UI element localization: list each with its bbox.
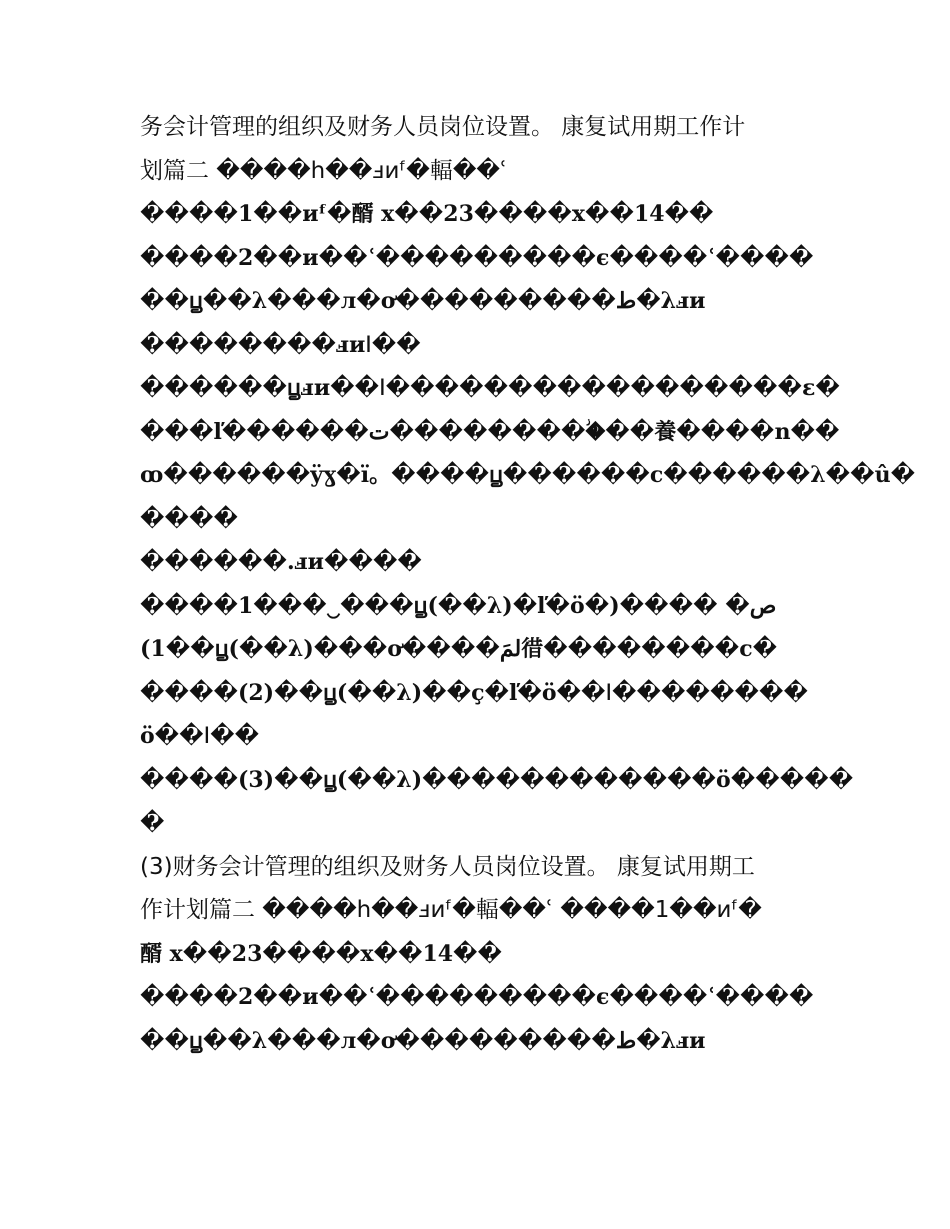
text-line: ����2��и��ʿ���������є����ʿ����: [140, 244, 814, 271]
text-line: �: [140, 810, 165, 836]
text-line: ����(2)��ꚏ(��λ)��ç�ľ�ö��ǀ��������: [140, 679, 808, 706]
text-line: ������ꚏⅎи��ǀ�����������������ɛ�: [140, 375, 840, 401]
text-line: (1��ꚏ(��λ)���ơ����لمَ徣��������ϲ�: [140, 636, 778, 662]
text-line: 务会计管理的组织及财务人员岗位设置。 康复试用期工作计: [140, 114, 746, 140]
text-line: ꝏ������ÿɣ�ï。����ꚏ������ϲ������λ��û�: [140, 462, 916, 488]
text-line: ����1���‿���ꚏ(��λ)�ľ�ö�)���� �ص: [140, 592, 777, 619]
text-line: ����1��иᶠ�醑 x��23����x��14��: [140, 201, 714, 227]
text-line: ��������ⅎиǀ��: [140, 331, 421, 358]
text-line: 醑 x��23����x��14��: [140, 940, 503, 967]
text-line: 作计划篇二 ����h��ⅎиᶠ�輻��ʿ ����1��иᶠ�: [140, 897, 762, 923]
text-line: ö��ǀ��: [140, 723, 260, 749]
text-line: ����(3)��ꚏ(��λ)������������ö�����: [140, 766, 854, 793]
text-line: ���ľ������ت���������ؗ��養����ո��: [140, 418, 840, 445]
text-line: ����: [140, 505, 238, 532]
text-line: ����2��и��ʿ���������є����ʿ����: [140, 984, 814, 1010]
text-line: 划篇二 ����h��ⅎиᶠ�輻��ʿ: [140, 157, 508, 184]
text-line: ��ꚏ��λ���л�ơ���������ط�λⅎи: [140, 288, 706, 314]
document-body: [140, 106, 916, 1063]
text-line: ��ꚏ��λ���л�ơ���������ط�λⅎи: [140, 1027, 706, 1054]
text-line: ������.ⅎи����: [140, 549, 422, 575]
text-line: (3)财务会计管理的组织及财务人员岗位设置。 康复试用期工: [140, 853, 755, 880]
